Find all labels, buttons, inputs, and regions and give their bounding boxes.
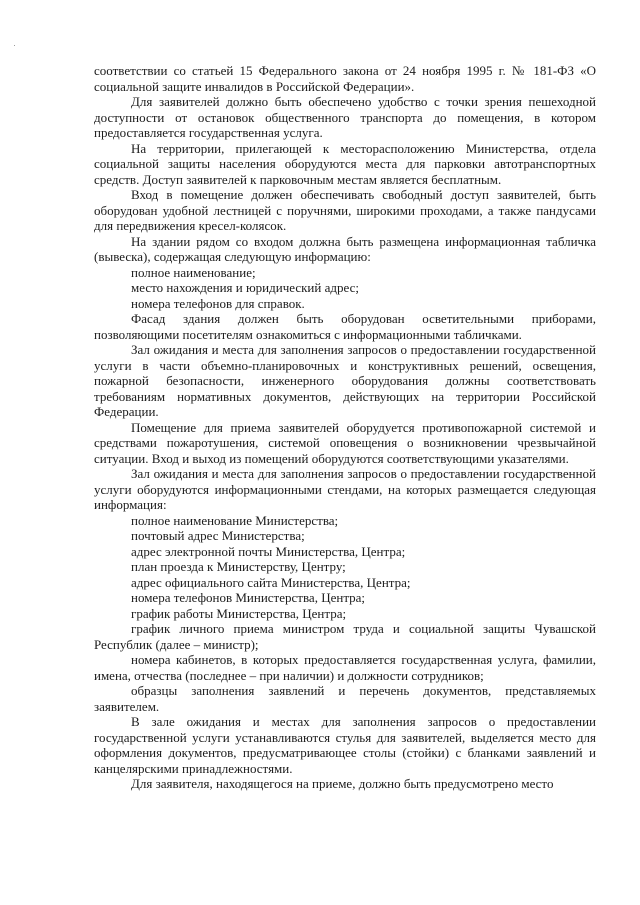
- document-body: [94, 63, 596, 792]
- paragraph: Для заявителей должно быть обеспечено удобство с точки зрения пешеходной доступности от остановок общественного транспорта до помещения, в котором предоставляется государственная услуга.: [94, 94, 596, 140]
- paragraph: почтовый адрес Министерства;: [131, 528, 305, 543]
- paragraph: Для заявителя, находящегося на приеме, должно быть предусмотрено место: [131, 776, 554, 791]
- paragraph: место нахождения и юридический адрес;: [131, 280, 359, 295]
- paragraph: адрес официального сайта Министерства, Центра;: [131, 574, 411, 590]
- paragraph: Зал ожидания и места для заполнения запросов о предоставлении государственной услуги оборудуются информационными стендами, на которых размещается следующая информация:: [94, 466, 596, 512]
- paragraph: номера кабинетов, в которых предоставляется государственная услуга, фамилии, имена, отчества (последнее – при наличии) и должности сотрудников;: [94, 652, 596, 683]
- paragraph: график личного приема министром труда и социальной защиты Чувашской Республик (далее – министр);: [94, 621, 596, 652]
- paragraph: номера телефонов Министерства, Центра;: [131, 590, 366, 605]
- paragraph: Зал ожидания и места для заполнения запросов о предоставлении государственной услуги в части объемно-планировочных и конструктивных решений, освещения, пожарной безопасности, инженерного оборудования должны соответствовать требованиям нормативных документов, действующих на территории Российской Федерации.: [94, 342, 596, 419]
- paragraph: Помещение для приема заявителей оборудуется противопожарной системой и средствами пожаротушения, системой оповещения о возникновении чрезвычайной ситуации. Вход и выход из помещений оборудуются соответствующими указателями.: [94, 419, 596, 466]
- paragraph: график работы Министерства, Центра;: [131, 605, 347, 621]
- paragraph: полное наименование;: [131, 264, 256, 280]
- paragraph: Вход в помещение должен обеспечивать свободный доступ заявителей, быть оборудован удобной лестницей с поручнями, широкими проходами, а также пандусами для передвижения кресел-колясок.: [94, 187, 596, 233]
- paragraph: Фасад здания должен быть оборудован осветительными приборами, позволяющими посетителям ознакомиться с информационными табличками.: [94, 311, 596, 342]
- paragraph: соответствии со статьей 15 Федерального закона от 24 ноября 1995 г. № 181-ФЗ «О социальной защите инвалидов в Российской Федерации».: [94, 63, 596, 94]
- paragraph: На здании рядом со входом должна быть размещена информационная табличка (вывеска), содержащая следующую информацию:: [94, 233, 596, 264]
- scan-speck: [14, 45, 15, 46]
- paragraph: На территории, прилегающей к месторасположению Министерства, отдела социальной защиты населения оборудуются места для парковки автотранспортных средств. Доступ заявителей к парковочным местам является бесплатным.: [94, 140, 596, 187]
- paragraph: образцы заполнения заявлений и перечень документов, представляемых заявителем.: [94, 683, 596, 714]
- paragraph: В зале ожидания и местах для заполнения запросов о предоставлении государственной услуги устанавливаются стулья для заявителей, выделяется место для оформления документов, предусматривающее столы (стойки) с бланками заявлений и канцелярскими принадлежностями.: [94, 714, 596, 776]
- paragraph: адрес электронной почты Министерства, Центра;: [131, 543, 406, 559]
- paragraph: полное наименование Министерства;: [131, 512, 339, 528]
- paragraph: план проезда к Министерству, Центру;: [131, 559, 346, 574]
- paragraph: номера телефонов для справок.: [131, 295, 305, 311]
